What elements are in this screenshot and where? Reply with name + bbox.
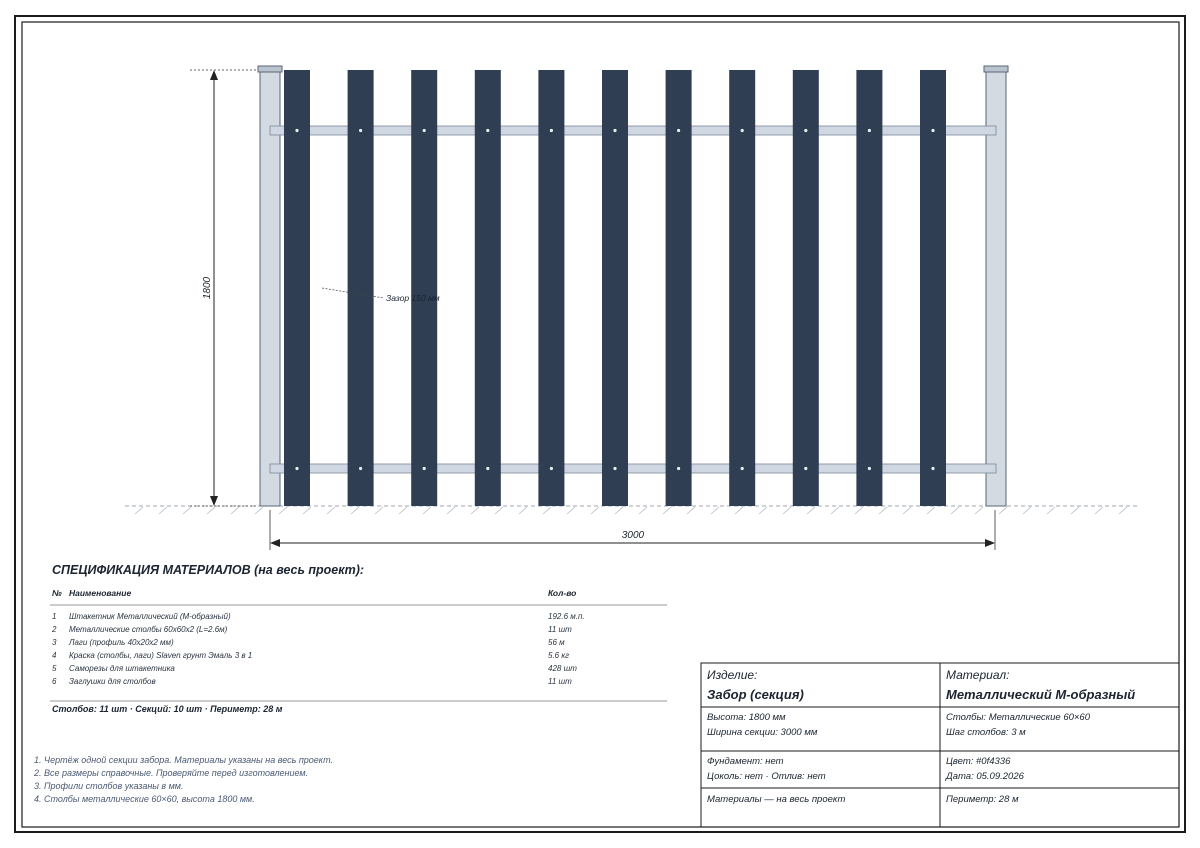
- screw-dot: [677, 467, 680, 470]
- hatch-line: [255, 507, 263, 514]
- spec-row: [52, 677, 612, 690]
- spec-col-qty: Кол-во: [548, 588, 577, 598]
- hatch-line: [183, 507, 191, 514]
- spec-row-name: Штакетник Металлический (М-образный): [69, 612, 231, 621]
- spec-row: [52, 625, 612, 638]
- screw-dot: [931, 467, 934, 470]
- hatch-line: [855, 507, 863, 514]
- screw-dot: [741, 129, 744, 132]
- screw-dot: [613, 467, 616, 470]
- spec-row-num: 1: [52, 612, 57, 621]
- screw-dot: [486, 467, 489, 470]
- hatch-line: [927, 507, 935, 514]
- hatch-line: [711, 507, 719, 514]
- spec-row: [52, 612, 612, 625]
- screw-dot: [295, 467, 298, 470]
- tb-material-value: Металлический М-образный: [946, 687, 1136, 702]
- width-dim-label: 3000: [621, 530, 645, 541]
- spec-col-name: Наименование: [69, 588, 132, 598]
- screw-dot: [804, 467, 807, 470]
- spec-row-num: 5: [52, 664, 57, 673]
- picket: [348, 70, 374, 506]
- spec-row: [52, 638, 612, 651]
- hatch-line: [1119, 507, 1127, 514]
- tb-perimeter: Периметр: 28 м: [946, 794, 1019, 805]
- spec-row-qty: 56 м: [548, 638, 565, 647]
- spec-row-name: Лаги (профиль 40x20x2 мм): [69, 638, 174, 647]
- hatch-line: [1095, 507, 1103, 514]
- spec-col-num: №: [52, 588, 62, 598]
- screw-dot: [550, 467, 553, 470]
- spec-row: [52, 664, 612, 677]
- tb-material-label: Материал:: [946, 668, 1010, 682]
- hatch-line: [975, 507, 983, 514]
- hatch-line: [495, 507, 503, 514]
- tb-product-value: Забор (секция): [707, 687, 804, 702]
- picket: [411, 70, 437, 506]
- hatch-line: [543, 507, 551, 514]
- tb-color: Цвет: #0f4336: [946, 756, 1011, 767]
- screw-dot: [550, 129, 553, 132]
- screw-dot: [804, 129, 807, 132]
- tb-materials-note: Материалы — на весь проект: [707, 794, 846, 805]
- note-item: 3. Профили столбов указаны в мм.: [34, 781, 184, 791]
- width-dim-arrow-right: [985, 539, 995, 547]
- screw-dot: [423, 129, 426, 132]
- gap-callout-label: Зазор 150 мм: [386, 293, 440, 303]
- spec-title: СПЕЦИФИКАЦИЯ МАТЕРИАЛОВ (на весь проект):: [52, 563, 365, 577]
- screw-dot: [295, 129, 298, 132]
- hatch-line: [951, 507, 959, 514]
- spec-row-qty: 192.6 м.п.: [548, 612, 585, 621]
- hatch-line: [1071, 507, 1079, 514]
- screw-dot: [359, 129, 362, 132]
- hatch-line: [687, 507, 695, 514]
- hatch-line: [159, 507, 167, 514]
- spec-row-name: Заглушки для столбов: [69, 677, 156, 686]
- post-cap-left: [258, 66, 282, 72]
- hatch-line: [1023, 507, 1031, 514]
- tb-posts: Столбы: Металлические 60×60: [946, 712, 1091, 723]
- picket: [284, 70, 310, 506]
- hatch-line: [135, 507, 143, 514]
- hatch-line: [735, 507, 743, 514]
- hatch-line: [207, 507, 215, 514]
- ground-hatching: [135, 507, 1127, 514]
- hatch-line: [759, 507, 767, 514]
- hatch-line: [447, 507, 455, 514]
- picket: [793, 70, 819, 506]
- spec-row-num: 3: [52, 638, 57, 647]
- picket: [602, 70, 628, 506]
- screw-dot: [931, 129, 934, 132]
- tb-date: Дата: 05.09.2026: [946, 771, 1024, 782]
- spec-summary: Столбов: 11 шт · Секций: 10 шт · Периметр: 28 м: [52, 704, 283, 714]
- height-dim-label: 1800: [202, 276, 213, 300]
- tb-post-step: Шаг столбов: 3 м: [946, 727, 1026, 738]
- width-dim-arrow-left: [270, 539, 280, 547]
- spec-row-name: Металлические столбы 60x60x2 (L=2.6м): [69, 625, 228, 634]
- hatch-line: [639, 507, 647, 514]
- height-dim-arrow-bottom: [210, 496, 218, 506]
- hatch-line: [231, 507, 239, 514]
- hatch-line: [423, 507, 431, 514]
- spec-row-num: 6: [52, 677, 57, 686]
- hatch-line: [783, 507, 791, 514]
- hatch-line: [831, 507, 839, 514]
- tb-product-label: Изделие:: [707, 668, 758, 682]
- hatch-line: [903, 507, 911, 514]
- screw-dot: [613, 129, 616, 132]
- note-item: 1. Чертёж одной секции забора. Материалы указаны на весь проект.: [34, 755, 334, 765]
- rail-top: [270, 126, 996, 135]
- hatch-line: [327, 507, 335, 514]
- hatch-line: [567, 507, 575, 514]
- spec-row: [52, 651, 612, 664]
- screw-dot: [423, 467, 426, 470]
- picket: [856, 70, 882, 506]
- spec-row-name: Саморезы для штакетника: [69, 664, 175, 673]
- hatch-line: [879, 507, 887, 514]
- tb-plinth: Цоколь: нет · Отлив: нет: [707, 771, 826, 782]
- picket: [538, 70, 564, 506]
- hatch-line: [351, 507, 359, 514]
- note-item: 4. Столбы металлические 60×60, высота 1800 мм.: [34, 794, 255, 804]
- post-cap-right: [984, 66, 1008, 72]
- picket: [920, 70, 946, 506]
- rail-bottom: [270, 464, 996, 473]
- hatch-line: [279, 507, 287, 514]
- screw-dot: [741, 467, 744, 470]
- picket: [475, 70, 501, 506]
- hatch-line: [615, 507, 623, 514]
- screw-dot: [359, 467, 362, 470]
- hatch-line: [1047, 507, 1055, 514]
- spec-row-qty: 11 шт: [548, 625, 572, 634]
- spec-row-num: 4: [52, 651, 57, 660]
- hatch-line: [519, 507, 527, 514]
- tb-width: Ширина секции: 3000 мм: [707, 727, 818, 738]
- hatch-line: [399, 507, 407, 514]
- hatch-line: [375, 507, 383, 514]
- tb-foundation: Фундамент: нет: [707, 756, 784, 767]
- spec-row-qty: 428 шт: [548, 664, 577, 673]
- hatch-line: [303, 507, 311, 514]
- picket: [729, 70, 755, 506]
- spec-row-name: Краска (столбы, лаги) Slaven грунт Эмаль 3 в 1: [69, 651, 253, 660]
- hatch-line: [999, 507, 1007, 514]
- screw-dot: [486, 129, 489, 132]
- hatch-line: [663, 507, 671, 514]
- tb-height: Высота: 1800 мм: [707, 712, 786, 723]
- picket: [666, 70, 692, 506]
- hatch-line: [591, 507, 599, 514]
- spec-row-num: 2: [52, 625, 57, 634]
- screw-dot: [868, 129, 871, 132]
- screw-dot: [677, 129, 680, 132]
- spec-row-qty: 11 шт: [548, 677, 572, 686]
- spec-row-qty: 5.6 кг: [548, 651, 570, 660]
- screw-dot: [868, 467, 871, 470]
- note-item: 2. Все размеры справочные. Проверяйте перед изготовлением.: [34, 768, 309, 778]
- hatch-line: [807, 507, 815, 514]
- hatch-line: [471, 507, 479, 514]
- height-dim-arrow-top: [210, 70, 218, 80]
